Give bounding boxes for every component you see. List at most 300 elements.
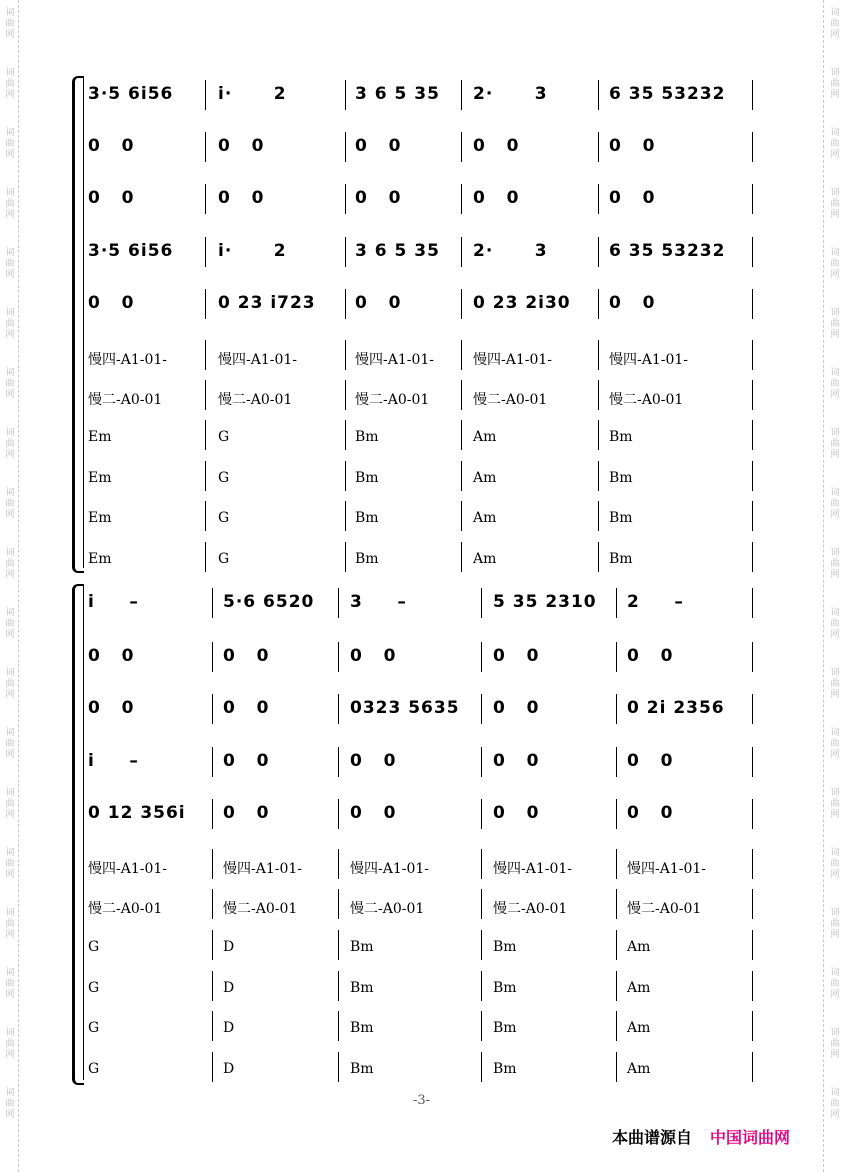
barline [481, 930, 482, 960]
chord-symbol: D [223, 1061, 235, 1077]
chord-symbol: Am [473, 510, 497, 526]
watermark-mark [2, 128, 18, 161]
watermark-glyph: 曲 [830, 859, 840, 869]
watermark-glyph: 词 [5, 548, 15, 558]
barline [212, 889, 213, 919]
jianpu-measure: 0 0 [88, 698, 135, 718]
jianpu-measure: 6 35 53232 [609, 241, 726, 261]
watermark-glyph: 网 [5, 30, 15, 40]
barline [345, 237, 346, 267]
rhythm-label: 慢二-A0-01 [218, 392, 293, 408]
barline [345, 542, 346, 572]
system1-row-6 [88, 340, 758, 370]
barline [461, 380, 462, 410]
jianpu-measure: 0 0 [493, 646, 540, 666]
watermark-glyph: 曲 [830, 79, 840, 89]
watermark-glyph: 词 [830, 8, 840, 18]
rhythm-label: 慢二-A0-01 [609, 392, 684, 408]
watermark-mark [2, 1028, 18, 1061]
barline [338, 1052, 339, 1082]
left-margin-line [18, 0, 19, 1172]
barline [345, 289, 346, 319]
rhythm-label: 慢二-A0-01 [627, 901, 702, 917]
watermark-glyph: 网 [830, 1050, 840, 1060]
rhythm-label: 慢四-A1-01- [355, 352, 435, 368]
barline [205, 289, 206, 319]
barline [752, 420, 753, 450]
watermark-glyph: 词 [5, 8, 15, 18]
barline [752, 289, 753, 319]
watermark-mark [827, 728, 843, 761]
watermark-glyph: 网 [830, 1110, 840, 1120]
watermark-glyph: 网 [830, 930, 840, 940]
jianpu-measure: 0 0 [223, 751, 270, 771]
watermark-glyph: 网 [5, 990, 15, 1000]
barline [752, 694, 753, 724]
chord-symbol: D [223, 980, 235, 996]
barline [752, 799, 753, 829]
watermark-glyph: 词 [830, 548, 840, 558]
chord-symbol: G [88, 1061, 100, 1077]
watermark-glyph: 词 [830, 428, 840, 438]
rhythm-label: 慢二-A0-01 [88, 392, 163, 408]
rhythm-label: 慢四-A1-01- [609, 352, 689, 368]
watermark-glyph: 曲 [5, 619, 15, 629]
jianpu-measure: 3·5 6i56 [88, 241, 174, 261]
barline [212, 1011, 213, 1041]
watermark-glyph: 词 [830, 368, 840, 378]
source-label: 本曲谱源自 [612, 1128, 693, 1147]
watermark-mark [2, 908, 18, 941]
barline [616, 694, 617, 724]
rhythm-label: 慢四-A1-01- [473, 352, 553, 368]
watermark-glyph: 网 [5, 630, 15, 640]
system1-row-2 [88, 132, 758, 162]
jianpu-measure: 0 0 [473, 188, 520, 208]
watermark-glyph: 曲 [830, 499, 840, 509]
watermark-glyph: 网 [830, 210, 840, 220]
chord-symbol: Em [88, 551, 112, 567]
watermark-glyph: 词 [5, 848, 15, 858]
watermark-glyph: 曲 [830, 259, 840, 269]
watermark-glyph: 词 [830, 68, 840, 78]
chord-symbol: Bm [355, 470, 379, 486]
watermark-glyph: 词 [830, 608, 840, 618]
barline [338, 971, 339, 1001]
watermark-glyph: 网 [5, 690, 15, 700]
barline [598, 542, 599, 572]
barline [616, 1052, 617, 1082]
watermark-glyph: 词 [5, 428, 15, 438]
chord-symbol: Am [627, 1061, 651, 1077]
chord-symbol: Bm [493, 1020, 517, 1036]
watermark-glyph: 曲 [5, 559, 15, 569]
barline [752, 849, 753, 879]
watermark-glyph: 曲 [830, 319, 840, 329]
chord-symbol: Bm [493, 980, 517, 996]
barline [598, 420, 599, 450]
watermark-glyph: 网 [5, 1050, 15, 1060]
barline [616, 588, 617, 618]
watermark-glyph: 网 [830, 630, 840, 640]
jianpu-measure: 0 0 [627, 803, 674, 823]
chord-symbol: G [218, 429, 230, 445]
jianpu-measure: 0 0 [88, 136, 135, 156]
system1-row-10 [88, 501, 758, 531]
jianpu-measure: i – [88, 751, 139, 771]
watermark-glyph: 网 [830, 570, 840, 580]
watermark-glyph: 曲 [5, 499, 15, 509]
barline [598, 80, 599, 110]
chord-symbol: G [88, 980, 100, 996]
watermark-glyph: 网 [5, 510, 15, 520]
rhythm-label: 慢四-A1-01- [627, 861, 707, 877]
barline [345, 420, 346, 450]
barline [212, 694, 213, 724]
barline [481, 889, 482, 919]
barline [752, 461, 753, 491]
rhythm-label: 慢二-A0-01 [88, 901, 163, 917]
watermark-mark [2, 368, 18, 401]
watermark-mark [827, 968, 843, 1001]
barline [598, 289, 599, 319]
jianpu-measure: 0 0 [493, 698, 540, 718]
barline [616, 1011, 617, 1041]
chord-symbol: Am [627, 1020, 651, 1036]
watermark-glyph: 曲 [5, 139, 15, 149]
barline [752, 1011, 753, 1041]
watermark-glyph: 词 [830, 488, 840, 498]
watermark-mark [827, 188, 843, 221]
chord-symbol: G [88, 1020, 100, 1036]
watermark-glyph: 曲 [830, 1039, 840, 1049]
watermark-glyph: 曲 [5, 79, 15, 89]
chord-symbol: Bm [609, 429, 633, 445]
system2-row-10 [88, 1011, 758, 1041]
system2-row-2 [88, 642, 758, 672]
watermark-glyph: 词 [5, 368, 15, 378]
barline [616, 889, 617, 919]
barline [616, 799, 617, 829]
barline [598, 501, 599, 531]
barline [212, 588, 213, 618]
barline [752, 132, 753, 162]
source-site-name: 中国词曲网 [710, 1128, 791, 1147]
watermark-glyph: 网 [5, 750, 15, 760]
barline [461, 184, 462, 214]
jianpu-measure: 0 0 [88, 646, 135, 666]
jianpu-measure: i· 2 [218, 241, 287, 261]
watermark-mark [2, 668, 18, 701]
barline [752, 588, 753, 618]
barline [481, 588, 482, 618]
system1-row-5 [88, 289, 758, 319]
jianpu-measure: 3 6 5 35 [355, 84, 440, 104]
watermark-mark [827, 308, 843, 341]
watermark-glyph: 网 [5, 330, 15, 340]
watermark-glyph: 曲 [5, 199, 15, 209]
barline [752, 542, 753, 572]
watermark-mark [827, 428, 843, 461]
watermark-glyph: 曲 [5, 739, 15, 749]
watermark-mark [2, 308, 18, 341]
system2-row-9 [88, 971, 758, 1001]
watermark-glyph: 网 [830, 510, 840, 520]
watermark-glyph: 词 [830, 1028, 840, 1038]
chord-symbol: Am [627, 939, 651, 955]
barline [461, 340, 462, 370]
watermark-mark [2, 188, 18, 221]
barline [338, 642, 339, 672]
barline [616, 642, 617, 672]
watermark-glyph: 曲 [5, 1099, 15, 1109]
barline [752, 930, 753, 960]
barline [598, 237, 599, 267]
watermark-glyph: 曲 [830, 19, 840, 29]
system2-row-4 [88, 747, 758, 777]
barline [598, 340, 599, 370]
watermark-mark [827, 128, 843, 161]
watermark-mark [827, 548, 843, 581]
system1-row-11 [88, 542, 758, 572]
watermark-glyph: 词 [5, 488, 15, 498]
barline [338, 1011, 339, 1041]
chord-symbol: D [223, 939, 235, 955]
jianpu-measure: 0 0 [218, 136, 265, 156]
right-margin-line [823, 0, 824, 1172]
barline [616, 849, 617, 879]
watermark-glyph: 词 [5, 248, 15, 258]
jianpu-measure: 6 35 53232 [609, 84, 726, 104]
barline [461, 289, 462, 319]
barline [338, 799, 339, 829]
chord-symbol: Am [627, 980, 651, 996]
watermark-glyph: 曲 [5, 679, 15, 689]
watermark-mark [2, 428, 18, 461]
chord-symbol: D [223, 1020, 235, 1036]
barline [212, 849, 213, 879]
system2-row-6 [88, 849, 758, 879]
watermark-mark [827, 68, 843, 101]
watermark-glyph: 词 [5, 308, 15, 318]
barline [752, 237, 753, 267]
jianpu-measure: 0 0 [223, 698, 270, 718]
barline [212, 971, 213, 1001]
barline [345, 380, 346, 410]
barline [481, 747, 482, 777]
watermark-glyph: 网 [830, 270, 840, 280]
jianpu-measure: 0 0 [609, 293, 656, 313]
system1-row-8 [88, 420, 758, 450]
chord-symbol: G [88, 939, 100, 955]
rhythm-label: 慢四-A1-01- [350, 861, 430, 877]
barline [345, 132, 346, 162]
watermark-glyph: 网 [5, 90, 15, 100]
watermark-glyph: 词 [830, 908, 840, 918]
watermark-glyph: 网 [830, 330, 840, 340]
barline [205, 542, 206, 572]
watermark-glyph: 曲 [830, 1099, 840, 1109]
barline [598, 184, 599, 214]
barline [616, 971, 617, 1001]
barline [598, 380, 599, 410]
rhythm-label: 慢四-A1-01- [88, 861, 168, 877]
jianpu-measure: 0 0 [355, 293, 402, 313]
watermark-mark [2, 968, 18, 1001]
watermark-glyph: 曲 [830, 739, 840, 749]
barline [752, 1052, 753, 1082]
jianpu-measure: 2· 3 [473, 241, 548, 261]
watermark-glyph: 网 [5, 270, 15, 280]
watermark-glyph: 网 [830, 870, 840, 880]
chord-symbol: Bm [355, 429, 379, 445]
watermark-glyph: 词 [5, 1088, 15, 1098]
system1-row-3 [88, 184, 758, 214]
watermark-glyph: 曲 [830, 439, 840, 449]
watermark-glyph: 网 [830, 810, 840, 820]
rhythm-label: 慢二-A0-01 [473, 392, 548, 408]
system1-row-4 [88, 237, 758, 267]
barline [616, 930, 617, 960]
chord-symbol: Bm [355, 510, 379, 526]
barline [205, 340, 206, 370]
barline [338, 889, 339, 919]
jianpu-measure: 2· 3 [473, 84, 548, 104]
watermark-glyph: 网 [830, 390, 840, 400]
watermark-glyph: 网 [5, 390, 15, 400]
barline [461, 132, 462, 162]
chord-symbol: Bm [350, 1020, 374, 1036]
barline [481, 642, 482, 672]
barline [752, 642, 753, 672]
watermark-glyph: 词 [5, 1028, 15, 1038]
jianpu-measure: 0 0 [218, 188, 265, 208]
barline [461, 80, 462, 110]
jianpu-measure: 0 0 [88, 188, 135, 208]
barline [338, 694, 339, 724]
system1-brace-line [83, 78, 84, 568]
system2-row-8 [88, 930, 758, 960]
watermark-mark [2, 788, 18, 821]
watermark-glyph: 曲 [5, 919, 15, 929]
rhythm-label: 慢二-A0-01 [223, 901, 298, 917]
jianpu-measure: 0 0 [223, 803, 270, 823]
watermark-glyph: 网 [5, 870, 15, 880]
chord-symbol: Am [473, 551, 497, 567]
jianpu-measure: 5 35 2310 [493, 592, 597, 612]
barline [752, 380, 753, 410]
watermark-glyph: 词 [830, 668, 840, 678]
barline [205, 461, 206, 491]
jianpu-measure: 0 0 [350, 751, 397, 771]
watermark-mark [2, 848, 18, 881]
watermark-glyph: 网 [830, 150, 840, 160]
jianpu-measure: 0 0 [350, 803, 397, 823]
barline [205, 184, 206, 214]
watermark-glyph: 曲 [5, 859, 15, 869]
chord-symbol: Bm [493, 1061, 517, 1077]
barline [481, 1052, 482, 1082]
barline [481, 1011, 482, 1041]
jianpu-measure: 0 0 [609, 188, 656, 208]
system2-row-5 [88, 799, 758, 829]
rhythm-label: 慢二-A0-01 [493, 901, 568, 917]
watermark-glyph: 词 [5, 968, 15, 978]
watermark-glyph: 曲 [5, 799, 15, 809]
watermark-glyph: 网 [830, 450, 840, 460]
watermark-mark [827, 488, 843, 521]
watermark-glyph: 网 [830, 750, 840, 760]
rhythm-label: 慢四-A1-01- [218, 352, 298, 368]
watermark-glyph: 曲 [830, 199, 840, 209]
watermark-mark [827, 908, 843, 941]
barline [752, 889, 753, 919]
watermark-glyph: 词 [830, 248, 840, 258]
barline [345, 80, 346, 110]
jianpu-measure: 0 0 [350, 646, 397, 666]
chord-symbol: G [218, 551, 230, 567]
source-credit [612, 1125, 790, 1148]
jianpu-measure: 2 – [627, 592, 684, 612]
watermark-glyph: 词 [830, 788, 840, 798]
watermark-glyph: 词 [5, 188, 15, 198]
jianpu-measure: 5·6 6520 [223, 592, 315, 612]
barline [461, 542, 462, 572]
watermark-mark [2, 728, 18, 761]
watermark-mark [827, 368, 843, 401]
system2-row-1 [88, 588, 758, 618]
barline [461, 501, 462, 531]
page-number: -3- [412, 1093, 431, 1108]
chord-symbol: Bm [350, 939, 374, 955]
watermark-glyph: 词 [830, 188, 840, 198]
watermark-mark [827, 248, 843, 281]
watermark-glyph: 词 [5, 608, 15, 618]
jianpu-measure: i – [88, 592, 139, 612]
watermark-glyph: 词 [830, 308, 840, 318]
rhythm-label: 慢二-A0-01 [355, 392, 430, 408]
jianpu-measure: 0 12 356i [88, 803, 186, 823]
barline [212, 930, 213, 960]
barline [616, 747, 617, 777]
barline [752, 184, 753, 214]
watermark-glyph: 词 [830, 1088, 840, 1098]
watermark-mark [827, 1028, 843, 1061]
jianpu-measure: 0 0 [609, 136, 656, 156]
watermark-glyph: 网 [5, 810, 15, 820]
watermark-glyph: 曲 [830, 799, 840, 809]
barline [345, 184, 346, 214]
barline [345, 501, 346, 531]
rhythm-label: 慢四-A1-01- [223, 861, 303, 877]
jianpu-measure: 0 0 [355, 136, 402, 156]
chord-symbol: Em [88, 510, 112, 526]
watermark-glyph: 网 [5, 210, 15, 220]
jianpu-measure: 0 0 [627, 646, 674, 666]
barline [345, 461, 346, 491]
barline [481, 971, 482, 1001]
system1-row-9 [88, 461, 758, 491]
barline [598, 132, 599, 162]
watermark-glyph: 词 [5, 728, 15, 738]
jianpu-measure: i· 2 [218, 84, 287, 104]
chord-symbol: Em [88, 429, 112, 445]
system2-row-7 [88, 889, 758, 919]
barline [205, 501, 206, 531]
barline [212, 799, 213, 829]
watermark-glyph: 网 [830, 30, 840, 40]
barline [481, 799, 482, 829]
